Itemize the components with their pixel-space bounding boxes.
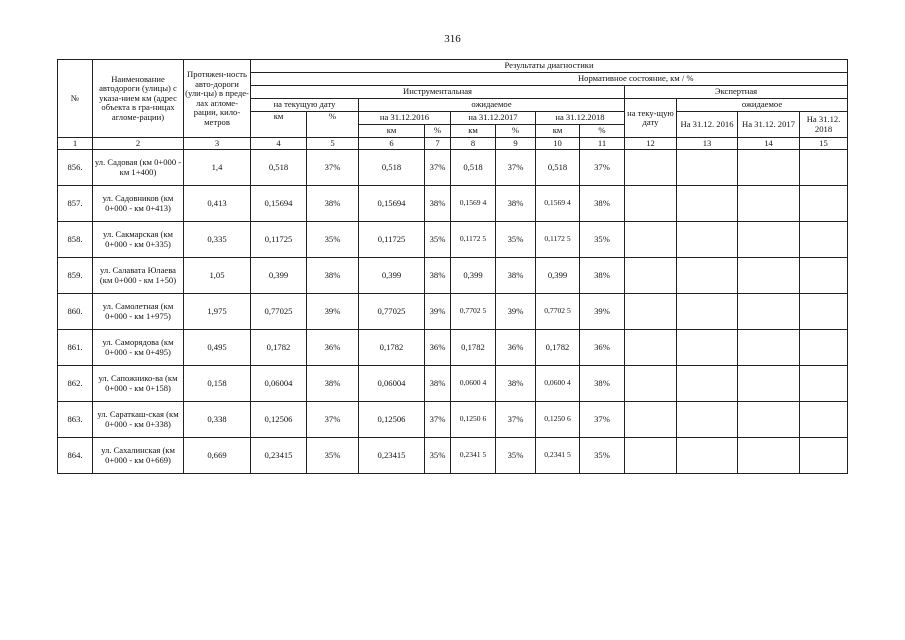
cell-c12 — [625, 258, 677, 294]
cell-c11: 37% — [580, 150, 625, 186]
column-number: 11 — [580, 138, 625, 150]
cell-c8: 0,1782 — [451, 330, 496, 366]
column-number: 3 — [184, 138, 251, 150]
header-pct-2016: % — [425, 125, 451, 138]
cell-c14 — [738, 330, 800, 366]
cell-c14 — [738, 294, 800, 330]
header-expert-current: на теку-щую дату — [625, 99, 677, 138]
header-expert-expected: ожидаемое — [677, 99, 848, 112]
header-km-2017: км — [451, 125, 496, 138]
cell-c15 — [800, 186, 848, 222]
column-number: 13 — [677, 138, 738, 150]
column-number: 12 — [625, 138, 677, 150]
cell-c15 — [800, 330, 848, 366]
cell-c12 — [625, 150, 677, 186]
cell-c14 — [738, 258, 800, 294]
cell-c8: 0,1250 6 — [451, 402, 496, 438]
cell-no: 860. — [58, 294, 93, 330]
cell-c11: 39% — [580, 294, 625, 330]
cell-c12 — [625, 366, 677, 402]
header-length: Протяжен-ность авто-дороги (ули-цы) в преде-лах агломе-рации, кило-метров — [184, 60, 251, 138]
table-row — [58, 294, 848, 330]
cell-c12 — [625, 186, 677, 222]
table-row — [58, 150, 848, 186]
cell-c5: 35% — [307, 438, 359, 474]
cell-c7: 38% — [425, 258, 451, 294]
cell-name: ул. Садовников (км 0+000 - км 0+413) — [93, 186, 184, 222]
cell-c15 — [800, 258, 848, 294]
header-km-2018: км — [536, 125, 580, 138]
column-number: 15 — [800, 138, 848, 150]
cell-name: ул. Садовая (км 0+000 - км 1+400) — [93, 150, 184, 186]
cell-c4: 0,12506 — [251, 402, 307, 438]
cell-c11: 38% — [580, 186, 625, 222]
cell-name: ул. Сапожнико-ва (км 0+000 - км 0+158) — [93, 366, 184, 402]
cell-name: ул. Сакмарская (км 0+000 - км 0+335) — [93, 222, 184, 258]
cell-c4: 0,77025 — [251, 294, 307, 330]
header-blank-cell — [251, 73, 425, 86]
cell-c4: 0,23415 — [251, 438, 307, 474]
cell-c9: 37% — [496, 150, 536, 186]
header-date-2017: на 31.12.2017 — [451, 112, 536, 125]
cell-c11: 38% — [580, 258, 625, 294]
cell-c9: 38% — [496, 258, 536, 294]
cell-c10: 0,2341 5 — [536, 438, 580, 474]
cell-c14 — [738, 402, 800, 438]
header-expert-2018: На 31.12. 2018 — [800, 112, 848, 138]
table-row — [58, 438, 848, 474]
cell-c14 — [738, 186, 800, 222]
cell-c15 — [800, 150, 848, 186]
cell-name: ул. Самолетная (км 0+000 - км 1+975) — [93, 294, 184, 330]
cell-c10: 0,7702 5 — [536, 294, 580, 330]
diagnostics-table — [57, 59, 848, 474]
cell-c7: 35% — [425, 438, 451, 474]
column-number: 2 — [93, 138, 184, 150]
header-date-2018: на 31.12.2018 — [536, 112, 625, 125]
cell-c10: 0,1172 5 — [536, 222, 580, 258]
cell-c13 — [677, 366, 738, 402]
cell-name: ул. Салавата Юлаева (км 0+000 - км 1+50) — [93, 258, 184, 294]
header-pct-current: % — [307, 112, 359, 138]
cell-c13 — [677, 150, 738, 186]
cell-c9: 35% — [496, 222, 536, 258]
header-instrumental: Инструментальная — [251, 86, 625, 99]
cell-c5: 38% — [307, 366, 359, 402]
cell-c10: 0,0600 4 — [536, 366, 580, 402]
cell-c14 — [738, 222, 800, 258]
cell-c13 — [677, 222, 738, 258]
cell-c4: 0,06004 — [251, 366, 307, 402]
cell-c9: 38% — [496, 366, 536, 402]
cell-c10: 0,518 — [536, 150, 580, 186]
cell-c6: 0,11725 — [359, 222, 425, 258]
header-results: Результаты диагностики — [251, 60, 848, 73]
cell-c5: 37% — [307, 402, 359, 438]
cell-c4: 0,399 — [251, 258, 307, 294]
cell-c6: 0,77025 — [359, 294, 425, 330]
column-number: 7 — [425, 138, 451, 150]
cell-c10: 0,399 — [536, 258, 580, 294]
header-pct-2017: % — [496, 125, 536, 138]
cell-c11: 35% — [580, 438, 625, 474]
cell-c13 — [677, 294, 738, 330]
cell-c11: 35% — [580, 222, 625, 258]
cell-no: 862. — [58, 366, 93, 402]
cell-c7: 37% — [425, 402, 451, 438]
cell-c9: 38% — [496, 186, 536, 222]
column-number: 6 — [359, 138, 425, 150]
cell-c10: 0,1250 6 — [536, 402, 580, 438]
column-numbers-row — [58, 138, 848, 150]
cell-c8: 0,7702 5 — [451, 294, 496, 330]
header-normative: Нормативное состояние, км / % — [425, 73, 848, 86]
cell-c14 — [738, 438, 800, 474]
cell-c15 — [800, 438, 848, 474]
table-row — [58, 258, 848, 294]
cell-len: 0,413 — [184, 186, 251, 222]
cell-c12 — [625, 402, 677, 438]
header-row-1 — [58, 60, 848, 73]
header-expert: Экспертная — [625, 86, 848, 99]
cell-c12 — [625, 294, 677, 330]
header-name: Наименование автодороги (улицы) с указа-нием км (адрес объекта в гра-ницах агломе-рации) — [93, 60, 184, 138]
cell-len: 1,975 — [184, 294, 251, 330]
header-date-2016: на 31.12.2016 — [359, 112, 451, 125]
cell-len: 0,335 — [184, 222, 251, 258]
header-km-2016: км — [359, 125, 425, 138]
cell-c6: 0,1782 — [359, 330, 425, 366]
cell-c13 — [677, 258, 738, 294]
cell-no: 858. — [58, 222, 93, 258]
cell-c6: 0,518 — [359, 150, 425, 186]
cell-c7: 36% — [425, 330, 451, 366]
cell-c8: 0,1569 4 — [451, 186, 496, 222]
cell-c7: 38% — [425, 366, 451, 402]
table-row — [58, 222, 848, 258]
cell-c15 — [800, 366, 848, 402]
cell-c5: 35% — [307, 222, 359, 258]
cell-c8: 0,2341 5 — [451, 438, 496, 474]
cell-c14 — [738, 150, 800, 186]
cell-c9: 37% — [496, 402, 536, 438]
column-number: 4 — [251, 138, 307, 150]
table-row — [58, 402, 848, 438]
header-km-current: км — [251, 112, 307, 138]
cell-no: 856. — [58, 150, 93, 186]
cell-c4: 0,1782 — [251, 330, 307, 366]
cell-c11: 36% — [580, 330, 625, 366]
cell-c6: 0,06004 — [359, 366, 425, 402]
cell-c15 — [800, 402, 848, 438]
table-row — [58, 330, 848, 366]
cell-c8: 0,399 — [451, 258, 496, 294]
cell-len: 0,495 — [184, 330, 251, 366]
cell-c6: 0,12506 — [359, 402, 425, 438]
header-pct-2018: % — [580, 125, 625, 138]
cell-c7: 35% — [425, 222, 451, 258]
cell-c5: 38% — [307, 186, 359, 222]
cell-c5: 37% — [307, 150, 359, 186]
cell-c5: 39% — [307, 294, 359, 330]
cell-c13 — [677, 186, 738, 222]
column-number: 5 — [307, 138, 359, 150]
cell-c9: 39% — [496, 294, 536, 330]
cell-no: 859. — [58, 258, 93, 294]
cell-c8: 0,518 — [451, 150, 496, 186]
page-number: 316 — [444, 33, 461, 45]
table-row — [58, 186, 848, 222]
cell-c6: 0,23415 — [359, 438, 425, 474]
cell-c12 — [625, 330, 677, 366]
cell-c9: 36% — [496, 330, 536, 366]
cell-c5: 38% — [307, 258, 359, 294]
cell-no: 857. — [58, 186, 93, 222]
column-number: 10 — [536, 138, 580, 150]
cell-c10: 0,1782 — [536, 330, 580, 366]
header-no: № — [58, 60, 93, 138]
cell-c4: 0,11725 — [251, 222, 307, 258]
column-number: 9 — [496, 138, 536, 150]
cell-name: ул. Сахалинская (км 0+000 - км 0+669) — [93, 438, 184, 474]
cell-c9: 35% — [496, 438, 536, 474]
cell-no: 863. — [58, 402, 93, 438]
cell-c6: 0,399 — [359, 258, 425, 294]
column-number: 1 — [58, 138, 93, 150]
cell-c10: 0,1569 4 — [536, 186, 580, 222]
cell-c8: 0,1172 5 — [451, 222, 496, 258]
cell-c4: 0,518 — [251, 150, 307, 186]
cell-len: 0,669 — [184, 438, 251, 474]
cell-c12 — [625, 222, 677, 258]
cell-name: ул. Сараткаш-ская (км 0+000 - км 0+338) — [93, 402, 184, 438]
header-expected: ожидаемое — [359, 99, 625, 112]
cell-no: 861. — [58, 330, 93, 366]
cell-c12 — [625, 438, 677, 474]
header-expert-2017: На 31.12. 2017 — [738, 112, 800, 138]
cell-c13 — [677, 402, 738, 438]
column-number: 14 — [738, 138, 800, 150]
cell-c11: 38% — [580, 366, 625, 402]
cell-no: 864. — [58, 438, 93, 474]
cell-len: 0,158 — [184, 366, 251, 402]
cell-c4: 0,15694 — [251, 186, 307, 222]
cell-c13 — [677, 438, 738, 474]
cell-len: 0,338 — [184, 402, 251, 438]
cell-c7: 38% — [425, 186, 451, 222]
cell-c6: 0,15694 — [359, 186, 425, 222]
cell-len: 1,05 — [184, 258, 251, 294]
cell-c13 — [677, 330, 738, 366]
cell-name: ул. Саморядова (км 0+000 - км 0+495) — [93, 330, 184, 366]
cell-c8: 0,0600 4 — [451, 366, 496, 402]
cell-c11: 37% — [580, 402, 625, 438]
cell-c7: 39% — [425, 294, 451, 330]
cell-c7: 37% — [425, 150, 451, 186]
column-number: 8 — [451, 138, 496, 150]
cell-c15 — [800, 294, 848, 330]
cell-c15 — [800, 222, 848, 258]
cell-c14 — [738, 366, 800, 402]
table-row — [58, 366, 848, 402]
cell-c5: 36% — [307, 330, 359, 366]
cell-len: 1,4 — [184, 150, 251, 186]
header-current-date: на текущую дату — [251, 99, 359, 112]
header-expert-2016: На 31.12. 2016 — [677, 112, 738, 138]
